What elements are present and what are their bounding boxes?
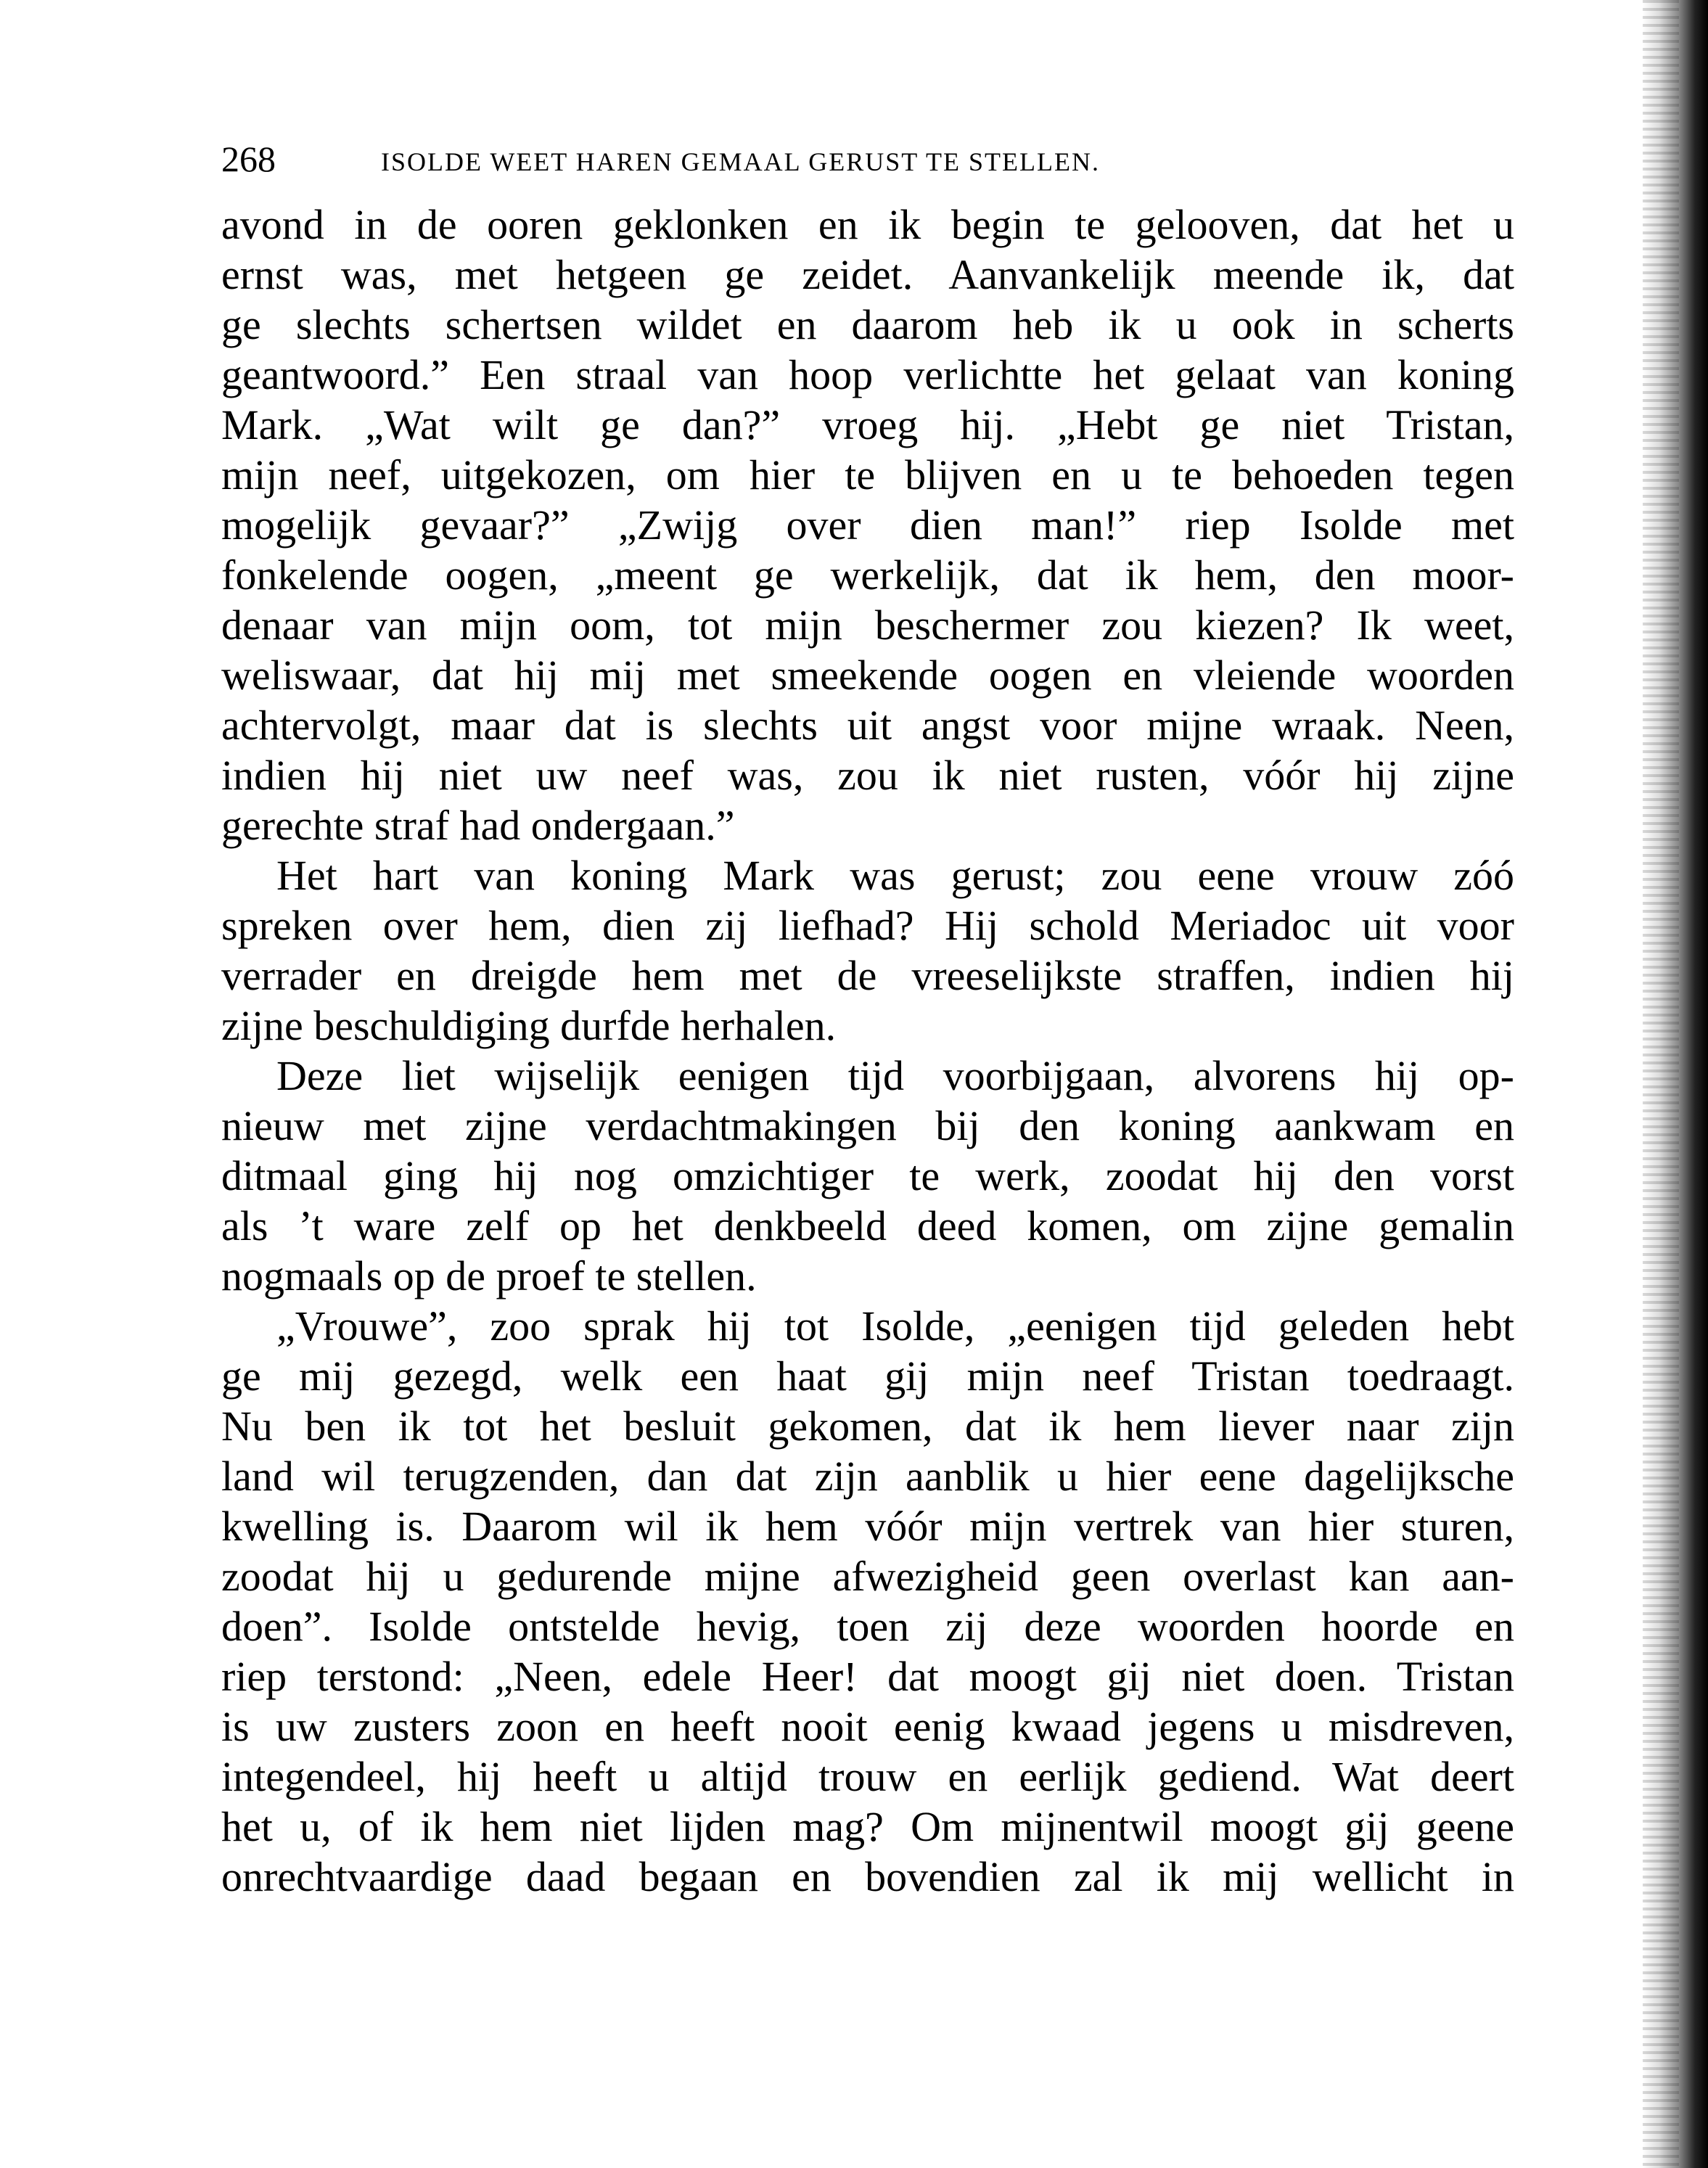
text-line: Het hart van koning Mark was gerust; zou eene vrouw zóó	[276, 852, 1514, 899]
scan-noise	[1643, 0, 1679, 2168]
text-line: kwelling is. Daarom wil ik hem vóór mijn vertrek van hier sturen,	[221, 1503, 1514, 1550]
text-line: doen”. Isolde ontstelde hevig, toen zij deze woorden hoorde en	[221, 1603, 1514, 1650]
text-line: zijne beschuldiging durfde herhalen.	[221, 1002, 837, 1049]
text-line: weliswaar, dat hij mij met smeekende oogen en vleiende woorden	[221, 652, 1514, 699]
text-line: ge slechts schertsen wildet en daarom heb ik u ook in scherts	[221, 301, 1514, 348]
text-line: geantwoord.” Een straal van hoop verlichtte het gelaat van koning	[221, 351, 1514, 398]
text-line: „Vrouwe”, zoo sprak hij tot Isolde, „eenigen tijd geleden hebt	[276, 1302, 1514, 1350]
text-line: verrader en dreigde hem met de vreeselijkste straffen, indien hij	[221, 952, 1514, 999]
page-number: 268	[221, 139, 276, 179]
text-line: nogmaals op de proef te stellen.	[221, 1252, 757, 1299]
text-line: als ’t ware zelf op het denkbeeld deed komen, om zijne gemalin	[221, 1202, 1514, 1249]
text-line: onrechtvaardige daad begaan en bovendien zal ik mij wellicht in	[221, 1853, 1514, 1900]
text-line: achtervolgt, maar dat is slechts uit angst voor mijne wraak. Neen,	[221, 702, 1514, 749]
text-line: riep terstond: „Neen, edele Heer! dat moogt gij niet doen. Tristan	[221, 1653, 1514, 1700]
text-line: mijn neef, uitgekozen, om hier te blijven en u te behoeden tegen	[221, 451, 1514, 498]
text-line: integendeel, hij heeft u altijd trouw en eerlijk gediend. Wat deert	[221, 1753, 1514, 1800]
text-line: zoodat hij u gedurende mijne afwezigheid geen overlast kan aan-	[221, 1553, 1514, 1600]
text-line: Mark. „Wat wilt ge dan?” vroeg hij. „Hebt ge niet Tristan,	[221, 401, 1514, 448]
text-line: Nu ben ik tot het besluit gekomen, dat ik hem liever naar zijn	[221, 1403, 1514, 1450]
body-text	[221, 200, 1514, 1902]
text-line: land wil terugzenden, dan dat zijn aanblik u hier eene dagelijksche	[221, 1453, 1514, 1500]
text-line: Deze liet wijselijk eenigen tijd voorbijgaan, alvorens hij op-	[276, 1052, 1514, 1099]
text-line: mogelijk gevaar?” „Zwijg over dien man!” riep Isolde met	[221, 501, 1514, 549]
text-line: avond in de ooren geklonken en ik begin te gelooven, dat het u	[221, 201, 1514, 248]
text-line: nieuw met zijne verdachtmakingen bij den koning aankwam en	[221, 1102, 1514, 1149]
text-line: gerechte straf had ondergaan.”	[221, 802, 735, 849]
text-line: het u, of ik hem niet lijden mag? Om mijnentwil moogt gij geene	[221, 1803, 1514, 1850]
text-line: ditmaal ging hij nog omzichtiger te werk, zoodat hij den vorst	[221, 1152, 1514, 1199]
text-line: ernst was, met hetgeen ge zeidet. Aanvankelijk meende ik, dat	[221, 251, 1514, 298]
text-line: is uw zusters zoon en heeft nooit eenig kwaad jegens u misdreven,	[221, 1703, 1514, 1750]
text-line: ge mij gezegd, welk een haat gij mijn neef Tristan toedraagt.	[221, 1352, 1514, 1400]
text-line: indien hij niet uw neef was, zou ik niet rusten, vóór hij zijne	[221, 752, 1514, 799]
running-title: ISOLDE WEET HAREN GEMAAL GERUST TE STELLEN.	[381, 147, 1100, 176]
text-line: denaar van mijn oom, tot mijn beschermer zou kiezen? Ik weet,	[221, 601, 1514, 649]
text-line: spreken over hem, dien zij liefhad? Hij schold Meriadoc uit voor	[221, 902, 1514, 949]
text-line: fonkelende oogen, „meent ge werkelijk, dat ik hem, den moor-	[221, 551, 1514, 599]
